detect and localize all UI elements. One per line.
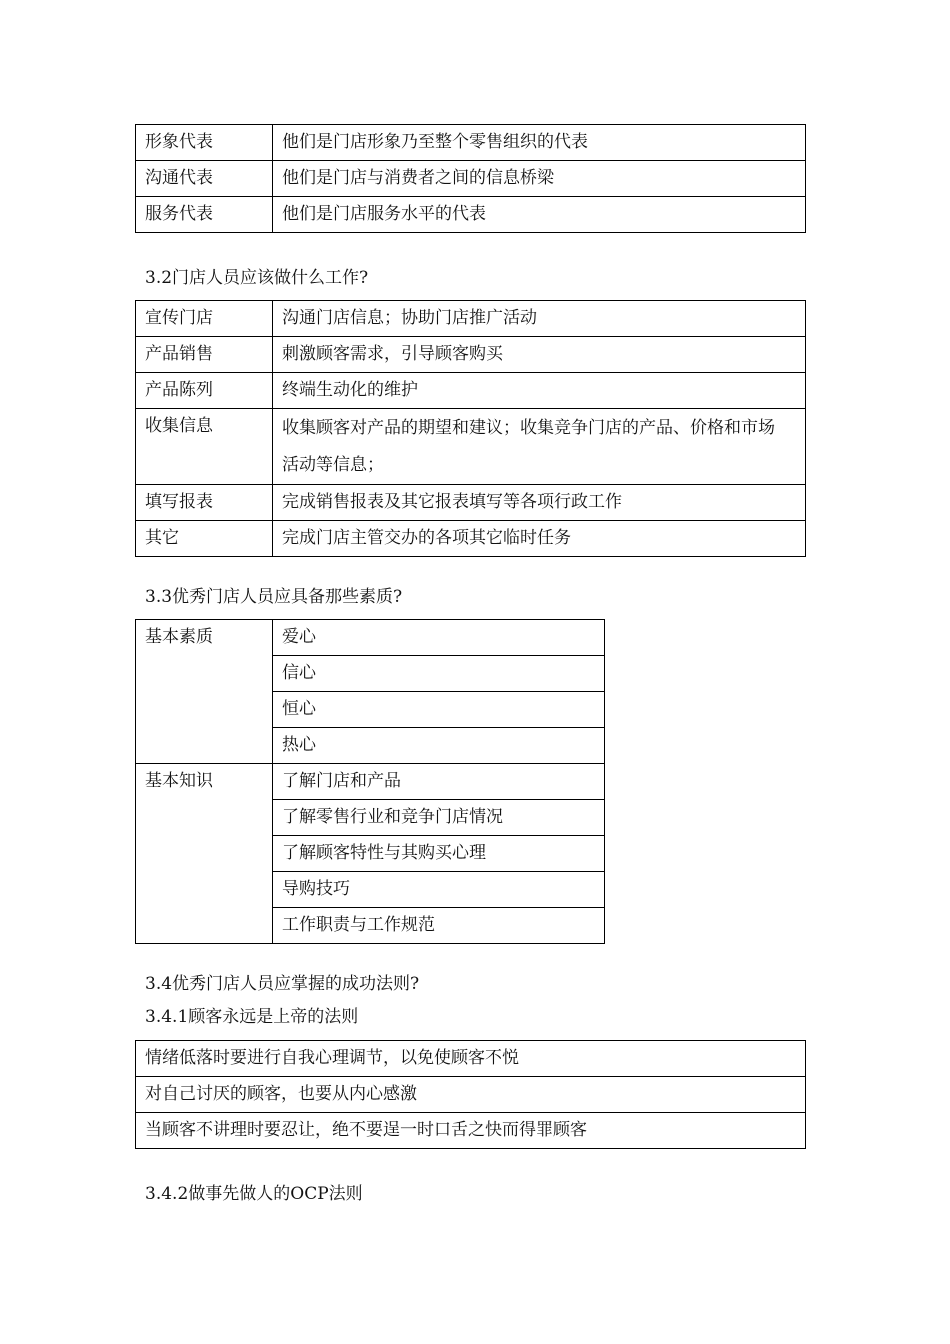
rule-item: 情绪低落时要进行自我心理调节，以免使顾客不悦 bbox=[136, 1041, 806, 1077]
work-table bbox=[135, 300, 806, 557]
table-row bbox=[136, 197, 806, 233]
work-label: 填写报表 bbox=[136, 485, 273, 521]
table-row bbox=[136, 764, 605, 800]
role-desc: 他们是门店服务水平的代表 bbox=[273, 197, 806, 233]
table-row bbox=[136, 1113, 806, 1149]
table-row bbox=[136, 125, 806, 161]
quality-item: 工作职责与工作规范 bbox=[273, 908, 605, 944]
rule-item: 当顾客不讲理时要忍让，绝不要逞一时口舌之快而得罪顾客 bbox=[136, 1113, 806, 1149]
work-desc: 终端生动化的维护 bbox=[273, 373, 806, 409]
table-row bbox=[136, 161, 806, 197]
quality-item: 热心 bbox=[273, 728, 605, 764]
section-heading-3-3: 3.3优秀门店人员应具备那些素质? bbox=[145, 587, 403, 607]
role-desc: 他们是门店与消费者之间的信息桥梁 bbox=[273, 161, 806, 197]
table-row bbox=[136, 301, 806, 337]
role-desc: 他们是门店形象乃至整个零售组织的代表 bbox=[273, 125, 806, 161]
table-row bbox=[136, 620, 605, 656]
quality-item: 了解门店和产品 bbox=[273, 764, 605, 800]
quality-item: 恒心 bbox=[273, 692, 605, 728]
section-heading-3-4: 3.4优秀门店人员应掌握的成功法则? bbox=[145, 974, 420, 994]
table-row bbox=[136, 409, 806, 485]
table-row bbox=[136, 373, 806, 409]
work-desc: 完成门店主管交办的各项其它临时任务 bbox=[273, 521, 806, 557]
quality-item: 了解零售行业和竞争门店情况 bbox=[273, 800, 605, 836]
rules-table bbox=[135, 1040, 806, 1149]
quality-item: 了解顾客特性与其购买心理 bbox=[273, 836, 605, 872]
rule-item: 对自己讨厌的顾客，也要从内心感激 bbox=[136, 1077, 806, 1113]
work-label: 其它 bbox=[136, 521, 273, 557]
work-desc: 刺激顾客需求，引导顾客购买 bbox=[273, 337, 806, 373]
work-label: 产品销售 bbox=[136, 337, 273, 373]
work-desc: 完成销售报表及其它报表填写等各项行政工作 bbox=[273, 485, 806, 521]
section-heading-3-4-2: 3.4.2做事先做人的OCP法则 bbox=[145, 1184, 363, 1204]
role-label: 服务代表 bbox=[136, 197, 273, 233]
quality-item: 导购技巧 bbox=[273, 872, 605, 908]
quality-item: 爱心 bbox=[273, 620, 605, 656]
section-heading-3-2: 3.2门店人员应该做什么工作? bbox=[145, 268, 369, 288]
table-row bbox=[136, 1077, 806, 1113]
role-label: 沟通代表 bbox=[136, 161, 273, 197]
work-desc: 沟通门店信息；协助门店推广活动 bbox=[273, 301, 806, 337]
work-label: 产品陈列 bbox=[136, 373, 273, 409]
quality-group-label: 基本知识 bbox=[136, 764, 273, 944]
work-label: 收集信息 bbox=[136, 409, 273, 485]
table-row bbox=[136, 1041, 806, 1077]
roles-table bbox=[135, 124, 806, 233]
table-row bbox=[136, 337, 806, 373]
role-label: 形象代表 bbox=[136, 125, 273, 161]
work-label: 宣传门店 bbox=[136, 301, 273, 337]
section-heading-3-4-1: 3.4.1顾客永远是上帝的法则 bbox=[145, 1007, 359, 1027]
work-desc: 收集顾客对产品的期望和建议；收集竞争门店的产品、价格和市场活动等信息； bbox=[273, 409, 806, 485]
table-row bbox=[136, 521, 806, 557]
quality-item: 信心 bbox=[273, 656, 605, 692]
table-row bbox=[136, 485, 806, 521]
quality-table bbox=[135, 619, 605, 944]
quality-group-label: 基本素质 bbox=[136, 620, 273, 764]
